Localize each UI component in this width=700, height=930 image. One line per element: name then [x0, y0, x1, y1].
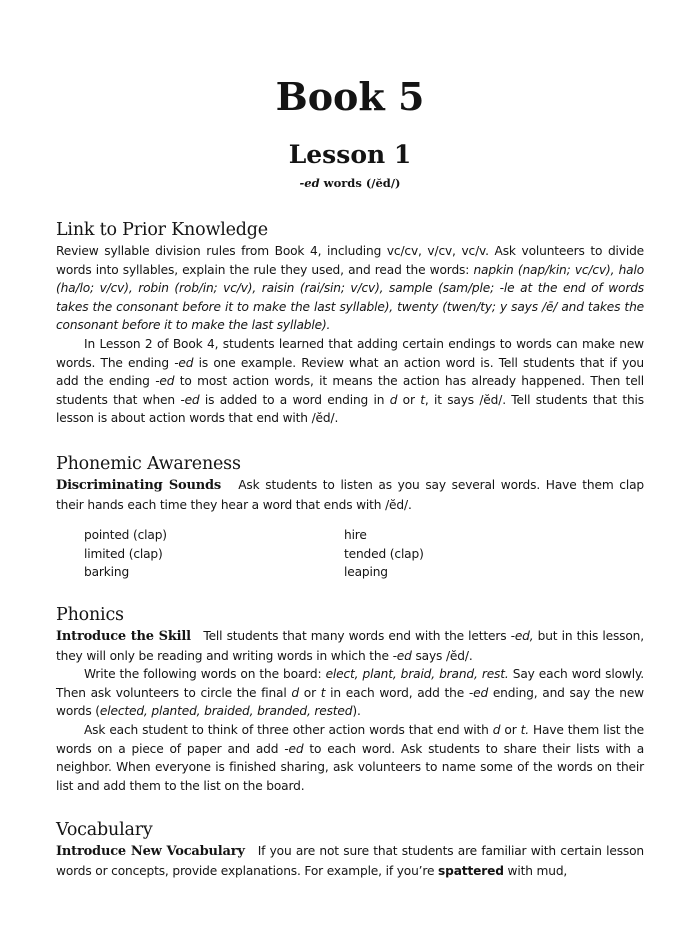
paragraph [56, 476, 644, 514]
text: Have them list the words on a piece of paper and add [56, 722, 644, 756]
text: Say each word slowly. Then ask volunteers to circle the final [56, 667, 645, 700]
section-phonics [56, 603, 644, 795]
section-heading: Link to Prior Knowledge [56, 220, 268, 240]
section-heading: Vocabulary [56, 820, 153, 840]
text: or [500, 722, 521, 737]
paragraph [56, 242, 644, 335]
text-italic: elect, plant, braid, brand, rest. [325, 667, 509, 682]
lesson-subtitle [56, 175, 644, 191]
text-italic: elected, planted, braided, branded, rested [99, 704, 353, 719]
text-italic: -ed [174, 355, 194, 370]
lesson-sub-ending: -ed [299, 176, 320, 190]
text-italic: d [492, 722, 501, 737]
text: or [397, 392, 421, 407]
text: If you are not sure that students are familiar with certain lesson words or concepts, provide explanations. For example, if you’re [56, 844, 644, 878]
text: Ask each student to think of three other action words that end with [84, 722, 493, 737]
text: is one example. Review what an action word is. Tell students that if you add the ending [56, 355, 644, 389]
paragraph [56, 842, 644, 880]
list-item: tended (clap) [344, 546, 424, 561]
list-item: pointed (clap) [84, 528, 167, 543]
word-list [84, 526, 644, 582]
text: with mud, [503, 863, 568, 878]
subhead: Introduce New Vocabulary [56, 844, 245, 859]
paragraph [56, 335, 644, 428]
text: or [299, 685, 321, 700]
subhead: Introduce the Skill [56, 629, 191, 644]
list-item: limited (clap) [84, 546, 163, 561]
text-italic: -ed [392, 648, 412, 663]
list-item: leaping [344, 565, 388, 580]
text: to each word. Ask students to share their lists with a neighbor. When everyone is finished sharing, ask volunteers to name some of the words on their list and add them to the list on the board. [56, 741, 645, 793]
text-italic: d [389, 392, 398, 407]
section-phonemic-awareness [56, 452, 644, 582]
section-link-prior-knowledge [56, 218, 644, 428]
text-italic: -ed [284, 741, 304, 756]
text-italic: t. [520, 722, 529, 737]
text-italic: t [420, 392, 425, 407]
text-italic: -ed, [510, 629, 534, 643]
text-italic: -ed [155, 374, 175, 389]
lesson-title: Lesson 1 [288, 140, 412, 169]
text-italic: d [291, 685, 299, 700]
subhead: Discriminating Sounds [56, 478, 222, 493]
list-item: barking [84, 565, 130, 580]
section-heading: Phonemic Awareness [56, 454, 241, 474]
vocab-word: spattered [438, 863, 504, 878]
text: Ask students to listen as you say several words. Have them clap their hands each time they hear a word that ends with /ĕd/. [56, 478, 644, 512]
paragraph [56, 665, 644, 721]
text: Tell students that many words end with the letters [203, 629, 511, 643]
text-italic: t [320, 685, 326, 700]
text: In Lesson 2 of Book 4, students learned that adding certain endings to words can make new words. The ending [56, 336, 644, 370]
section-vocabulary [56, 818, 644, 880]
list-item: hire [344, 528, 367, 543]
text: ending, and say the new words ( [56, 685, 644, 719]
example-words: napkin (nap/kin; vc/cv), halo (ha/lo; v/cv), robin (rob/in; vc/v), raisin (rai/sin; v/cv), sample (sam/ple; -le at the end of words takes the consonant before it to make the last syllable), twenty (twen/ty; y says /ē/ and takes the consonant before it to make the last syllable). [56, 262, 645, 333]
text: in each word, add the [325, 685, 469, 700]
paragraph [56, 627, 644, 665]
text-italic: -ed [468, 685, 489, 700]
lesson-sub-rest: words (/ĕd/) [319, 176, 401, 190]
text: is added to a word ending in [199, 392, 390, 407]
book-title: Book 5 [275, 74, 425, 119]
section-heading: Phonics [56, 605, 124, 625]
text: to most action words, it means the action has already happened. Then tell students that when [56, 374, 645, 407]
text: says /ĕd/. [411, 648, 473, 663]
text-italic: -ed [180, 392, 200, 407]
text: Write the following words on the board: [84, 667, 326, 682]
text: Review syllable division rules from Book 4, including vc/cv, v/cv, vc/v. Ask volunteers to divide words into syllables, explain the rule they used, and read the words: [56, 244, 644, 277]
text: ). [352, 704, 361, 719]
text: but in this lesson, they will only be reading and writing words in which the [56, 629, 644, 663]
paragraph [56, 721, 644, 795]
text: , it says /ĕd/. Tell students that this lesson is about action words that end with /ĕd/. [56, 392, 644, 426]
